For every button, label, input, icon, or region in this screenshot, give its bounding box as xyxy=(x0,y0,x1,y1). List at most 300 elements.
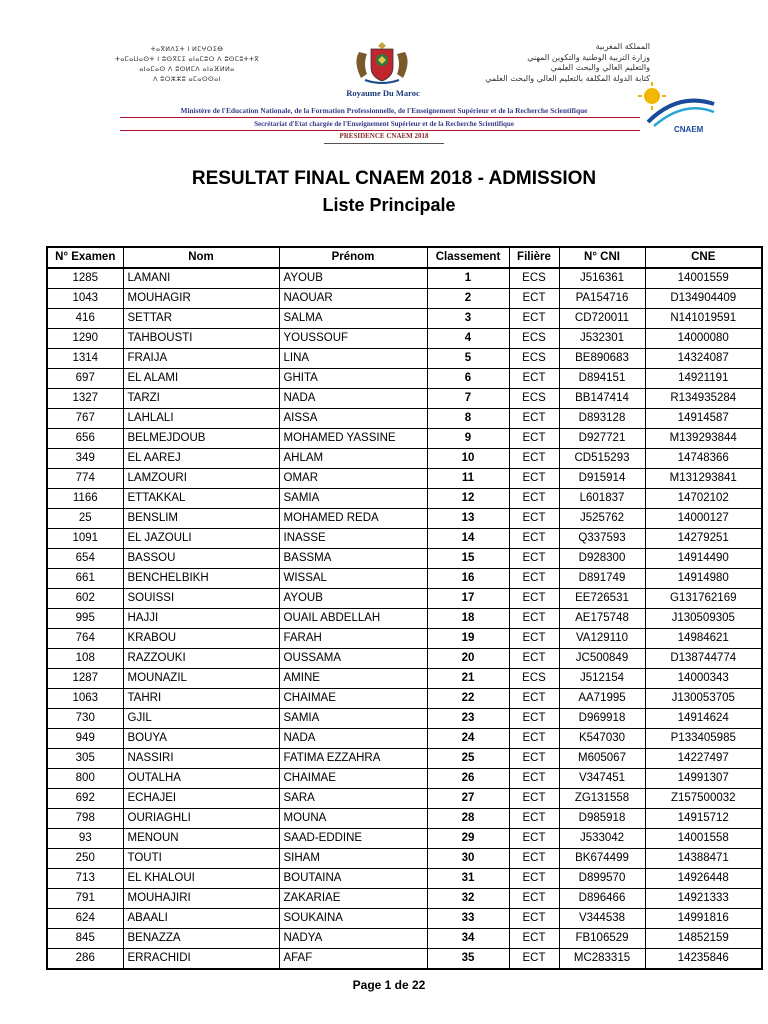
prenom-cell: BASSMA xyxy=(279,549,427,569)
classement-cell: 17 xyxy=(427,589,509,609)
cne-cell: 14921191 xyxy=(645,369,762,389)
classement-cell: 14 xyxy=(427,529,509,549)
cne-cell: 14227497 xyxy=(645,749,762,769)
classement-cell: 13 xyxy=(427,509,509,529)
filiere-cell: ECS xyxy=(509,349,559,369)
tifinagh-header xyxy=(62,44,312,84)
prenom-cell: MOHAMED YASSINE xyxy=(279,429,427,449)
classement-cell: 27 xyxy=(427,789,509,809)
arabic-line: المملكة المغربية xyxy=(595,42,650,51)
prenom-cell: CHAIMAE xyxy=(279,769,427,789)
prenom-cell: FATIMA EZZAHRA xyxy=(279,749,427,769)
table-row xyxy=(47,869,762,889)
cne-cell: 14914490 xyxy=(645,549,762,569)
cni-cell: PA154716 xyxy=(559,289,645,309)
cne-cell: 14991307 xyxy=(645,769,762,789)
classement-cell: 32 xyxy=(427,889,509,909)
table-row xyxy=(47,809,762,829)
cne-cell: 14914624 xyxy=(645,709,762,729)
filiere-cell: ECT xyxy=(509,569,559,589)
classement-cell: 5 xyxy=(427,349,509,369)
prenom-cell: YOUSSOUF xyxy=(279,329,427,349)
cne-cell: 14748366 xyxy=(645,449,762,469)
cni-cell: D891749 xyxy=(559,569,645,589)
classement-cell: 35 xyxy=(427,949,509,970)
prenom-cell: AISSA xyxy=(279,409,427,429)
exam-number-cell: 602 xyxy=(47,589,123,609)
arabic-line: والتعليم العالي والبحث العلمي xyxy=(550,63,650,72)
prenom-cell: MOHAMED REDA xyxy=(279,509,427,529)
prenom-cell: NADA xyxy=(279,729,427,749)
classement-cell: 19 xyxy=(427,629,509,649)
exam-number-cell: 286 xyxy=(47,949,123,970)
page-subtitle: Liste Principale xyxy=(322,195,456,215)
prenom-cell: AYOUB xyxy=(279,268,427,289)
prenom-cell: OMAR xyxy=(279,469,427,489)
cne-cell: J130509305 xyxy=(645,609,762,629)
classement-cell: 23 xyxy=(427,709,509,729)
nom-cell: TOUTI xyxy=(123,849,279,869)
exam-number-cell: 1043 xyxy=(47,289,123,309)
cne-cell: 14000080 xyxy=(645,329,762,349)
nom-cell: MENOUN xyxy=(123,829,279,849)
nom-cell: RAZZOUKI xyxy=(123,649,279,669)
cne-cell: 14000343 xyxy=(645,669,762,689)
filiere-cell: ECT xyxy=(509,829,559,849)
exam-number-cell: 250 xyxy=(47,849,123,869)
nom-cell: EL AAREJ xyxy=(123,449,279,469)
classement-cell: 21 xyxy=(427,669,509,689)
cne-cell: M131293841 xyxy=(645,469,762,489)
filiere-cell: ECT xyxy=(509,889,559,909)
cni-cell: JC500849 xyxy=(559,649,645,669)
exam-number-cell: 1063 xyxy=(47,689,123,709)
cni-cell: V344538 xyxy=(559,909,645,929)
cni-cell: J516361 xyxy=(559,268,645,289)
nom-cell: FRAIJA xyxy=(123,349,279,369)
nom-cell: ERRACHIDI xyxy=(123,949,279,970)
arabic-line: كتابة الدولة المكلفة بالتعليم العالي والبحث العلمي xyxy=(485,73,650,83)
nom-cell: LAMZOURI xyxy=(123,469,279,489)
prenom-cell: NADA xyxy=(279,389,427,409)
prenom-cell: MOUNA xyxy=(279,809,427,829)
column-header-filiere: Filière xyxy=(509,247,559,268)
prenom-cell: ZAKARIAE xyxy=(279,889,427,909)
nom-cell: TAHBOUSTI xyxy=(123,329,279,349)
exam-number-cell: 995 xyxy=(47,609,123,629)
cne-cell: 14388471 xyxy=(645,849,762,869)
nom-cell: MOUNAZIL xyxy=(123,669,279,689)
cne-cell: P133405985 xyxy=(645,729,762,749)
table-row xyxy=(47,429,762,449)
table-row xyxy=(47,369,762,389)
cne-cell: 14001558 xyxy=(645,829,762,849)
prenom-cell: OUAIL ABDELLAH xyxy=(279,609,427,629)
cne-cell: J130053705 xyxy=(645,689,762,709)
exam-number-cell: 1314 xyxy=(47,349,123,369)
tifinagh-line: ⵜⴰⴳⵍⴷⵉⵜ ⵏ ⵍⵎⵖⵔⵉⴱ xyxy=(150,45,224,53)
prenom-cell: SIHAM xyxy=(279,849,427,869)
exam-number-cell: 93 xyxy=(47,829,123,849)
cni-cell: D896466 xyxy=(559,889,645,909)
classement-cell: 6 xyxy=(427,369,509,389)
exam-number-cell: 713 xyxy=(47,869,123,889)
classement-cell: 29 xyxy=(427,829,509,849)
classement-cell: 9 xyxy=(427,429,509,449)
classement-cell: 25 xyxy=(427,749,509,769)
royaume-caption: Royaume Du Maroc xyxy=(346,88,420,98)
classement-cell: 15 xyxy=(427,549,509,569)
tifinagh-line: ⵜⴰⵎⴰⵡⴰⵙⵜ ⵏ ⵓⵙⴳⵎⵉ ⴰⵏⴰⵎⵓⵔ ⴷ ⵓⵙⵎⵓⵜⵜⴳ xyxy=(114,55,260,63)
cne-cell: 14915712 xyxy=(645,809,762,829)
exam-number-cell: 108 xyxy=(47,649,123,669)
cne-cell: 14852159 xyxy=(645,929,762,949)
cne-cell: 14926448 xyxy=(645,869,762,889)
nom-cell: BENCHELBIKH xyxy=(123,569,279,589)
prenom-cell: AFAF xyxy=(279,949,427,970)
table-row xyxy=(47,829,762,849)
arabic-line: وزارة التربية الوطنية والتكوين المهني xyxy=(527,52,650,62)
nom-cell: KRABOU xyxy=(123,629,279,649)
classement-cell: 26 xyxy=(427,769,509,789)
exam-number-cell: 1166 xyxy=(47,489,123,509)
classement-cell: 10 xyxy=(427,449,509,469)
cni-cell: D969918 xyxy=(559,709,645,729)
exam-number-cell: 798 xyxy=(47,809,123,829)
cni-cell: D985918 xyxy=(559,809,645,829)
presidence-line: PRESIDENCE CNAEM 2018 xyxy=(339,132,429,140)
cne-cell: G131762169 xyxy=(645,589,762,609)
filiere-cell: ECS xyxy=(509,329,559,349)
table-row xyxy=(47,489,762,509)
nom-cell: EL JAZOULI xyxy=(123,529,279,549)
nom-cell: NASSIRI xyxy=(123,749,279,769)
cni-cell: Q337593 xyxy=(559,529,645,549)
classement-cell: 16 xyxy=(427,569,509,589)
column-header-cne: CNE xyxy=(645,247,762,268)
prenom-cell: GHITA xyxy=(279,369,427,389)
table-row xyxy=(47,609,762,629)
nom-cell: EL KHALOUI xyxy=(123,869,279,889)
nom-cell: ECHAJEI xyxy=(123,789,279,809)
cni-cell: MC283315 xyxy=(559,949,645,970)
filiere-cell: ECT xyxy=(509,469,559,489)
arabic-header xyxy=(485,42,650,84)
filiere-cell: ECS xyxy=(509,268,559,289)
prenom-cell: SARA xyxy=(279,789,427,809)
prenom-cell: OUSSAMA xyxy=(279,649,427,669)
classement-cell: 8 xyxy=(427,409,509,429)
exam-number-cell: 767 xyxy=(47,409,123,429)
prenom-cell: CHAIMAE xyxy=(279,689,427,709)
cni-cell: FB106529 xyxy=(559,929,645,949)
nom-cell: MOUHAJIRI xyxy=(123,889,279,909)
coat-of-arms-emblem xyxy=(347,40,417,86)
nom-cell: BELMEJDOUB xyxy=(123,429,279,449)
filiere-cell: ECT xyxy=(509,729,559,749)
page-title: RESULTAT FINAL CNAEM 2018 - ADMISSION xyxy=(191,168,597,189)
table-row xyxy=(47,949,762,970)
table-row xyxy=(47,449,762,469)
cni-cell: VA129110 xyxy=(559,629,645,649)
table-row xyxy=(47,669,762,689)
cni-cell: BB147414 xyxy=(559,389,645,409)
table-row xyxy=(47,549,762,569)
cni-cell: D927721 xyxy=(559,429,645,449)
filiere-cell: ECT xyxy=(509,649,559,669)
nom-cell: TAHRI xyxy=(123,689,279,709)
cne-cell: 14914587 xyxy=(645,409,762,429)
classement-cell: 34 xyxy=(427,929,509,949)
filiere-cell: ECT xyxy=(509,309,559,329)
cni-cell: J512154 xyxy=(559,669,645,689)
filiere-cell: ECT xyxy=(509,809,559,829)
cne-cell: N141019591 xyxy=(645,309,762,329)
tifinagh-line: ⴷ ⵓⵔⵣⵣⵓ ⴰⵎⴰⵙⵙⴰⵏ xyxy=(153,75,221,83)
filiere-cell: ECT xyxy=(509,629,559,649)
nom-cell: TARZI xyxy=(123,389,279,409)
cni-cell: CD720011 xyxy=(559,309,645,329)
prenom-cell: NADYA xyxy=(279,929,427,949)
nom-cell: OUTALHA xyxy=(123,769,279,789)
filiere-cell: ECT xyxy=(509,289,559,309)
exam-number-cell: 800 xyxy=(47,769,123,789)
prenom-cell: AHLAM xyxy=(279,449,427,469)
classement-cell: 1 xyxy=(427,268,509,289)
table-row xyxy=(47,509,762,529)
table-row xyxy=(47,289,762,309)
cni-cell: J525762 xyxy=(559,509,645,529)
cne-cell: 14000127 xyxy=(645,509,762,529)
cne-cell: R134935284 xyxy=(645,389,762,409)
prenom-cell: SAAD-EDDINE xyxy=(279,829,427,849)
table-row xyxy=(47,749,762,769)
exam-number-cell: 624 xyxy=(47,909,123,929)
exam-number-cell: 1091 xyxy=(47,529,123,549)
exam-number-cell: 774 xyxy=(47,469,123,489)
results-table-body xyxy=(47,268,762,969)
table-row xyxy=(47,329,762,349)
cni-cell: M605067 xyxy=(559,749,645,769)
filiere-cell: ECS xyxy=(509,669,559,689)
cni-cell: J533042 xyxy=(559,829,645,849)
prenom-cell: BOUTAINA xyxy=(279,869,427,889)
nom-cell: ETTAKKAL xyxy=(123,489,279,509)
exam-number-cell: 305 xyxy=(47,749,123,769)
filiere-cell: ECT xyxy=(509,369,559,389)
cni-cell: AE175748 xyxy=(559,609,645,629)
classement-cell: 4 xyxy=(427,329,509,349)
secretariat-line: Secrétariat d'Etat chargée de l'Enseignement Supérieur et de la Recherche Scientifique xyxy=(254,120,514,128)
cne-cell: 14324087 xyxy=(645,349,762,369)
classement-cell: 20 xyxy=(427,649,509,669)
table-row xyxy=(47,529,762,549)
nom-cell: BENAZZA xyxy=(123,929,279,949)
table-row xyxy=(47,469,762,489)
cne-cell: Z157500032 xyxy=(645,789,762,809)
classement-cell: 12 xyxy=(427,489,509,509)
results-table xyxy=(46,246,763,970)
table-row xyxy=(47,729,762,749)
column-header-classement: Classement xyxy=(427,247,509,268)
filiere-cell: ECT xyxy=(509,489,559,509)
column-header-nom: Nom xyxy=(123,247,279,268)
classement-cell: 31 xyxy=(427,869,509,889)
filiere-cell: ECT xyxy=(509,409,559,429)
table-row xyxy=(47,769,762,789)
filiere-cell: ECS xyxy=(509,389,559,409)
filiere-cell: ECT xyxy=(509,509,559,529)
cne-cell: 14001559 xyxy=(645,268,762,289)
exam-number-cell: 1285 xyxy=(47,268,123,289)
prenom-cell: WISSAL xyxy=(279,569,427,589)
cni-cell: AA71995 xyxy=(559,689,645,709)
filiere-cell: ECT xyxy=(509,949,559,970)
classement-cell: 24 xyxy=(427,729,509,749)
filiere-cell: ECT xyxy=(509,449,559,469)
classement-cell: 28 xyxy=(427,809,509,829)
exam-number-cell: 349 xyxy=(47,449,123,469)
prenom-cell: SAMIA xyxy=(279,489,427,509)
table-row xyxy=(47,589,762,609)
cne-cell: D134904409 xyxy=(645,289,762,309)
prenom-cell: LINA xyxy=(279,349,427,369)
filiere-cell: ECT xyxy=(509,709,559,729)
classement-cell: 7 xyxy=(427,389,509,409)
table-row xyxy=(47,409,762,429)
prenom-cell: AYOUB xyxy=(279,589,427,609)
table-row xyxy=(47,349,762,369)
filiere-cell: ECT xyxy=(509,589,559,609)
exam-number-cell: 845 xyxy=(47,929,123,949)
cni-cell: D894151 xyxy=(559,369,645,389)
cne-cell: 14702102 xyxy=(645,489,762,509)
filiere-cell: ECT xyxy=(509,909,559,929)
header-divider xyxy=(324,143,444,144)
exam-number-cell: 730 xyxy=(47,709,123,729)
prenom-cell: SALMA xyxy=(279,309,427,329)
table-row xyxy=(47,909,762,929)
table-row xyxy=(47,689,762,709)
table-row xyxy=(47,709,762,729)
table-row xyxy=(47,789,762,809)
filiere-cell: ECT xyxy=(509,869,559,889)
exam-number-cell: 1327 xyxy=(47,389,123,409)
exam-number-cell: 791 xyxy=(47,889,123,909)
header-divider xyxy=(120,130,640,131)
nom-cell: EL ALAMI xyxy=(123,369,279,389)
cne-cell: 14991816 xyxy=(645,909,762,929)
nom-cell: BASSOU xyxy=(123,549,279,569)
table-row xyxy=(47,389,762,409)
classement-cell: 30 xyxy=(427,849,509,869)
filiere-cell: ECT xyxy=(509,549,559,569)
cni-cell: J532301 xyxy=(559,329,645,349)
table-row xyxy=(47,268,762,289)
nom-cell: ABAALI xyxy=(123,909,279,929)
table-row xyxy=(47,929,762,949)
prenom-cell: NAOUAR xyxy=(279,289,427,309)
nom-cell: SOUISSI xyxy=(123,589,279,609)
cne-cell: D138744774 xyxy=(645,649,762,669)
cnaem-logo-text: CNAEM xyxy=(674,125,704,134)
table-row xyxy=(47,629,762,649)
filiere-cell: ECT xyxy=(509,529,559,549)
filiere-cell: ECT xyxy=(509,769,559,789)
prenom-cell: FARAH xyxy=(279,629,427,649)
cne-cell: 14984621 xyxy=(645,629,762,649)
table-header-row xyxy=(47,247,762,268)
classement-cell: 2 xyxy=(427,289,509,309)
filiere-cell: ECT xyxy=(509,689,559,709)
cni-cell: CD515293 xyxy=(559,449,645,469)
filiere-cell: ECT xyxy=(509,929,559,949)
nom-cell: BOUYA xyxy=(123,729,279,749)
nom-cell: LAHLALI xyxy=(123,409,279,429)
classement-cell: 11 xyxy=(427,469,509,489)
exam-number-cell: 697 xyxy=(47,369,123,389)
classement-cell: 22 xyxy=(427,689,509,709)
exam-number-cell: 25 xyxy=(47,509,123,529)
filiere-cell: ECT xyxy=(509,609,559,629)
exam-number-cell: 656 xyxy=(47,429,123,449)
prenom-cell: AMINE xyxy=(279,669,427,689)
table-row xyxy=(47,889,762,909)
filiere-cell: ECT xyxy=(509,749,559,769)
cni-cell: L601837 xyxy=(559,489,645,509)
cni-cell: BE890683 xyxy=(559,349,645,369)
cni-cell: V347451 xyxy=(559,769,645,789)
prenom-cell: INASSE xyxy=(279,529,427,549)
exam-number-cell: 764 xyxy=(47,629,123,649)
cni-cell: D928300 xyxy=(559,549,645,569)
filiere-cell: ECT xyxy=(509,429,559,449)
exam-number-cell: 661 xyxy=(47,569,123,589)
exam-number-cell: 1290 xyxy=(47,329,123,349)
cni-cell: D893128 xyxy=(559,409,645,429)
cni-cell: D915914 xyxy=(559,469,645,489)
page-number: Page 1 de 22 xyxy=(352,978,426,992)
cne-cell: M139293844 xyxy=(645,429,762,449)
exam-number-cell: 692 xyxy=(47,789,123,809)
cni-cell: K547030 xyxy=(559,729,645,749)
nom-cell: LAMANI xyxy=(123,268,279,289)
cni-cell: ZG131558 xyxy=(559,789,645,809)
table-row xyxy=(47,309,762,329)
nom-cell: BENSLIM xyxy=(123,509,279,529)
classement-cell: 33 xyxy=(427,909,509,929)
table-row xyxy=(47,649,762,669)
nom-cell: GJIL xyxy=(123,709,279,729)
prenom-cell: SOUKAINA xyxy=(279,909,427,929)
prenom-cell: SAMIA xyxy=(279,709,427,729)
ministry-line: Ministère de l'Education Nationale, de la Formation Professionnelle, de l'Enseignement Supérieur et de la Recherche Scientifique xyxy=(180,106,588,115)
nom-cell: MOUHAGIR xyxy=(123,289,279,309)
cni-cell: BK674499 xyxy=(559,849,645,869)
exam-number-cell: 416 xyxy=(47,309,123,329)
exam-number-cell: 654 xyxy=(47,549,123,569)
cne-cell: 14914980 xyxy=(645,569,762,589)
nom-cell: OURIAGHLI xyxy=(123,809,279,829)
header-divider xyxy=(120,117,640,118)
table-row xyxy=(47,849,762,869)
cni-cell: EE726531 xyxy=(559,589,645,609)
nom-cell: SETTAR xyxy=(123,309,279,329)
filiere-cell: ECT xyxy=(509,789,559,809)
column-header-prenom: Prénom xyxy=(279,247,427,268)
classement-cell: 3 xyxy=(427,309,509,329)
exam-number-cell: 1287 xyxy=(47,669,123,689)
